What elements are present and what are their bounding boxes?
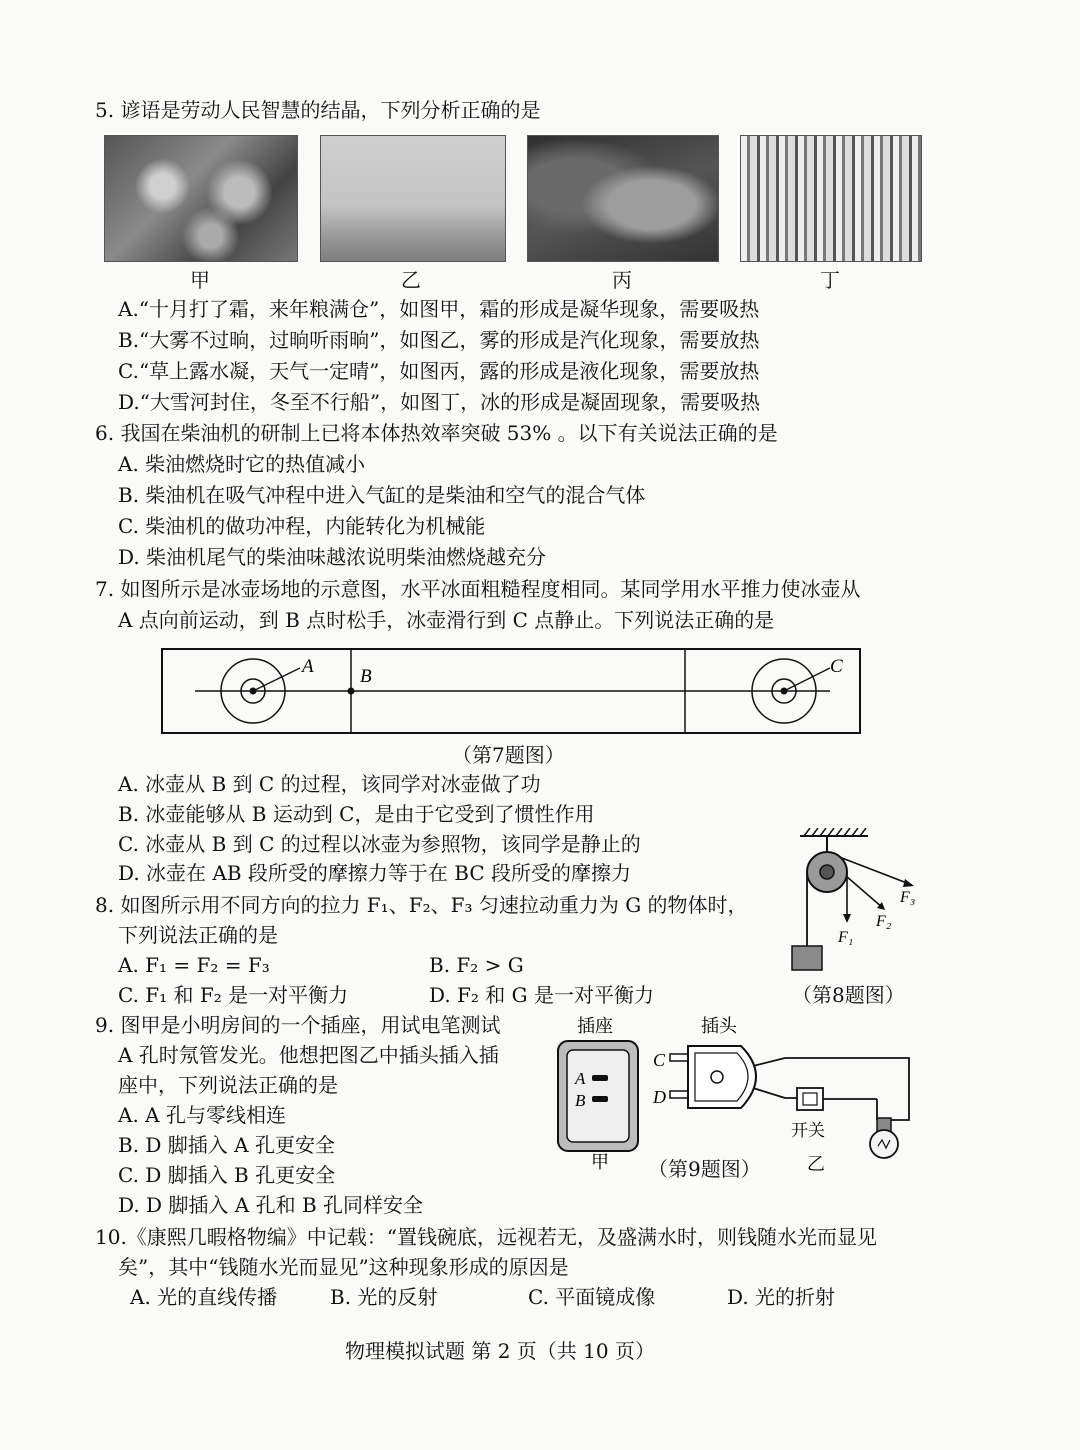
frost-photo (104, 135, 298, 262)
caption-yi: 乙 (401, 268, 421, 292)
q8-option-b: B. F₂ > G (429, 953, 524, 977)
pointer-c (784, 668, 830, 691)
label-f2: F₂ (876, 913, 892, 930)
q8-figure-caption: （第8题图） (792, 983, 905, 1007)
arrowhead-f3 (903, 879, 914, 887)
socket-plug-diagram (545, 1008, 930, 1178)
page-footer: 物理模拟试题 第 2 页（共 10 页） (345, 1339, 655, 1363)
q9-stem-line3: 座中，下列说法正确的是 (118, 1073, 338, 1097)
switch-label: 开关 (791, 1121, 825, 1140)
caption-ding: 丁 (820, 268, 840, 292)
q8-option-a: A. F₁ = F₂ = F₃ (118, 953, 270, 977)
hole-a (592, 1075, 608, 1081)
q8-option-d: D. F₂ 和 G 是一对平衡力 (429, 983, 654, 1007)
label-f1: F₁ (838, 929, 854, 946)
q8-stem-line1: 8. 如图所示用不同方向的拉力 F₁、F₂、F₃ 匀速拉动重力为 G 的物体时， (95, 893, 748, 917)
arrowhead-f1 (843, 914, 851, 923)
label-a: A (302, 656, 314, 677)
q10-option-a: A. 光的直线传播 (130, 1285, 278, 1309)
q5-option-c: C.“草上露水凝，天气一定晴”，如图丙，露的形成是液化现象，需要放热 (118, 359, 760, 383)
jia-label: 甲 (591, 1152, 609, 1172)
force-f2 (846, 876, 883, 908)
label-f3: F₃ (900, 889, 916, 906)
q5-stem: 5. 谚语是劳动人民智慧的结晶，下列分析正确的是 (95, 98, 541, 122)
hole-b (592, 1096, 608, 1102)
q8-stem-line2: 下列说法正确的是 (118, 923, 278, 947)
pin-c-label: C (653, 1050, 666, 1070)
hole-a-label: A (575, 1069, 586, 1088)
q9-stem-line1: 9. 图甲是小明房间的一个插座，用试电笔测试 (95, 1013, 501, 1037)
q7-option-c: C. 冰壶从 B 到 C 的过程以冰壶为参照物，该同学是静止的 (118, 832, 641, 856)
pin-d (670, 1091, 688, 1098)
q7-option-a: A. 冰壶从 B 到 C 的过程，该同学对冰壶做了功 (118, 772, 541, 796)
caption-bing: 丙 (612, 268, 632, 292)
ceiling-hatch (804, 828, 866, 836)
pin-d-label: D (653, 1087, 666, 1107)
q10-stem-line1: 10.《康熙几暇格物编》中记载：“置钱碗底，远视若无，及盛满水时，则钱随水光而显见 (95, 1225, 878, 1249)
q6-option-d: D. 柴油机尾气的柴油味越浓说明柴油燃烧越充分 (118, 545, 547, 569)
weight-block (792, 946, 822, 970)
q10-stem-line2: 矣”，其中“钱随水光而显见”这种现象形成的原因是 (118, 1255, 569, 1279)
switch-box (797, 1088, 823, 1110)
pulley-diagram (780, 828, 930, 978)
q10-option-d: D. 光的折射 (727, 1285, 836, 1309)
q10-option-b: B. 光的反射 (330, 1285, 438, 1309)
q9-figure-caption: （第9题图） (648, 1157, 761, 1181)
caption-jia: 甲 (190, 268, 210, 292)
ice-photo (740, 135, 922, 262)
pulley-axle (820, 865, 834, 879)
cord-bottom (753, 1088, 797, 1098)
q9-option-a: A. A 孔与零线相连 (118, 1103, 286, 1127)
q6-stem: 6. 我国在柴油机的研制上已将本体热效率突破 53% 。以下有关说法正确的是 (95, 421, 778, 445)
q7-figure-caption: （第7题图） (452, 743, 565, 767)
label-c: C (830, 656, 843, 677)
cord-top (753, 1058, 909, 1120)
label-b: B (360, 666, 372, 687)
q9-stem-line2: A 孔时氖管发光。他想把图乙中插头插入插 (118, 1043, 499, 1067)
q7-option-b: B. 冰壶能够从 B 运动到 C，是由于它受到了惯性作用 (118, 802, 595, 826)
q7-option-d: D. 冰壶在 AB 段所受的摩擦力等于在 BC 段所受的摩擦力 (118, 861, 631, 885)
q9-option-b: B. D 脚插入 A 孔更安全 (118, 1133, 335, 1157)
q9-option-d: D. D 脚插入 A 孔和 B 孔同样安全 (118, 1193, 423, 1217)
socket-label: 插座 (577, 1016, 613, 1036)
q5-option-a: A.“十月打了霜，来年粮满仓”，如图甲，霜的形成是凝华现象，需要吸热 (118, 297, 760, 321)
fog-photo (320, 135, 506, 262)
dew-photo (527, 135, 719, 262)
plug-body (688, 1046, 756, 1108)
point-b (348, 688, 355, 695)
plug-label: 插头 (701, 1016, 737, 1036)
q7-stem-line2: A 点向前运动，到 B 点时松手，冰壶滑行到 C 点静止。下列说法正确的是 (118, 608, 775, 632)
pin-c (670, 1054, 688, 1061)
hole-b-label: B (575, 1091, 586, 1110)
q5-option-b: B.“大雾不过晌，过晌听雨晌”，如图乙，雾的形成是汽化现象，需要放热 (118, 328, 760, 352)
q10-option-c: C. 平面镜成像 (528, 1285, 656, 1309)
q9-option-c: C. D 脚插入 B 孔更安全 (118, 1163, 336, 1187)
q6-option-a: A. 柴油燃烧时它的热值减小 (118, 452, 366, 476)
pointer-a (253, 668, 300, 691)
q5-option-d: D.“大雪河封住，冬至不行船”，如图丁，冰的形成是凝固现象，需要吸热 (118, 390, 761, 414)
q6-option-b: B. 柴油机在吸气冲程中进入气缸的是柴油和空气的混合气体 (118, 483, 646, 507)
q7-stem-line1: 7. 如图所示是冰壶场地的示意图，水平冰面粗糙程度相同。某同学用水平推力使冰壶从 (95, 577, 861, 601)
q8-option-c: C. F₁ 和 F₂ 是一对平衡力 (118, 983, 349, 1007)
yi-label: 乙 (807, 1154, 825, 1174)
q6-option-c: C. 柴油机的做功冲程，内能转化为机械能 (118, 514, 486, 538)
curling-diagram (150, 640, 870, 740)
